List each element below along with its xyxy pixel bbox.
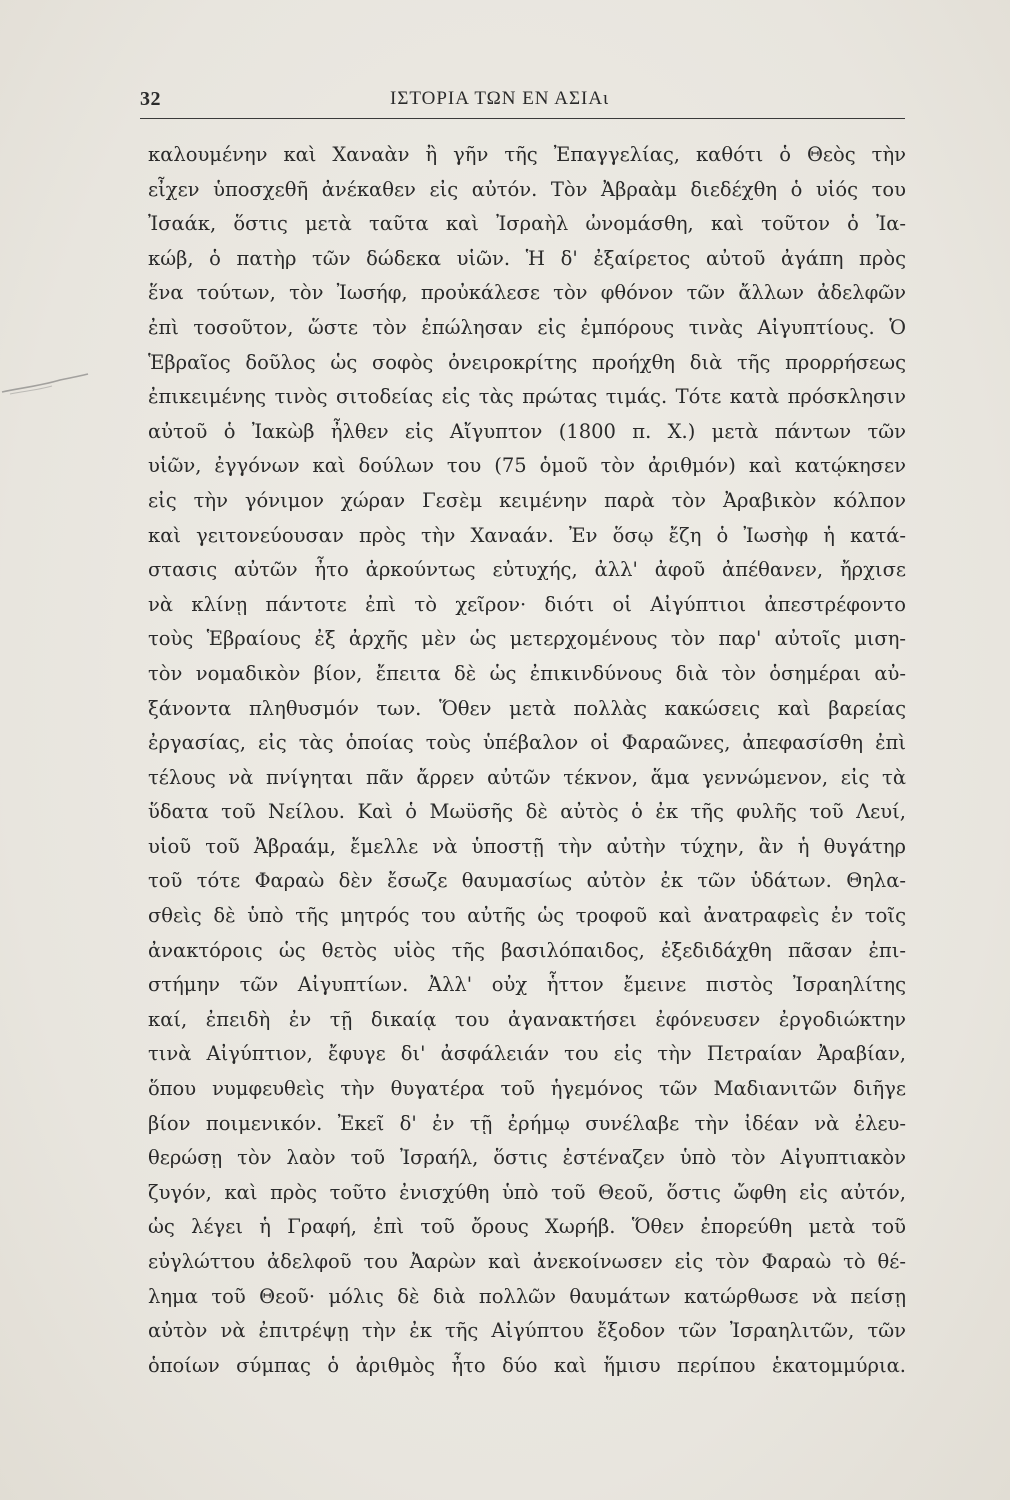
- page-number: 32: [140, 88, 161, 110]
- text-line: υἱῶν, ἐγγόνων καὶ δούλων του (75 ὁμοῦ τὸν ἀριθμόν) καὶ κατῴκησεν: [148, 454, 906, 478]
- text-line: ἕνα τούτων, τὸν Ἰωσήφ, προὐκάλεσε τὸν φθόνον τῶν ἄλλων ἀδελφῶν: [148, 281, 906, 305]
- text-line: ἐπὶ τοσοῦτον, ὥστε τὸν ἐπώλησαν εἰς ἐμπόρους τινὰς Αἰγυπτίους. Ὁ: [148, 315, 906, 339]
- text-line: Ἑβραῖος δοῦλος ὡς σοφὸς ὀνειροκρίτης προήχθη διὰ τῆς προρρήσεως: [148, 350, 906, 374]
- text-line: νὰ κλίνῃ πάντοτε ἐπὶ τὸ χεῖρον· διότι οἱ Αἰγύπτιοι ἀπεστρέφοντο: [148, 592, 906, 616]
- text-line: εὐγλώττου ἀδελφοῦ του Ἀαρὼν καὶ ἀνεκοίνωσεν εἰς τὸν Φαραὼ τὸ θέ-: [148, 1250, 906, 1273]
- text-line: ὅπου νυμφευθεὶς τὴν θυγατέρα τοῦ ἡγεμόνος τῶν Μαδιανιτῶν διῆγε: [148, 1077, 906, 1101]
- text-line: αὐτοῦ ὁ Ἰακὼβ ἦλθεν εἰς Αἴγυπτον (1800 π. Χ.) μετὰ πάντων τῶν: [148, 419, 906, 443]
- text-line: στασις αὐτῶν ἦτο ἀρκούντως εὐτυχής, ἀλλ' ἀφοῦ ἀπέθανεν, ἤρχισε: [148, 558, 906, 582]
- text-line: θερώσῃ τὸν λαὸν τοῦ Ἰσραήλ, ὅστις ἐστέναζεν ὑπὸ τὸν Αἰγυπτιακὸν: [148, 1146, 906, 1170]
- text-line: τέλους νὰ πνίγηται πᾶν ἄρρεν αὐτῶν τέκνον, ἅμα γεννώμενον, εἰς τὰ: [148, 765, 906, 789]
- text-line: λημα τοῦ Θεοῦ· μόλις δὲ διὰ πολλῶν θαυμάτων κατώρθωσε νὰ πείσῃ: [148, 1284, 906, 1308]
- text-line: υἱοῦ τοῦ Ἀβραάμ, ἔμελλε νὰ ὑποστῇ τὴν αὐτὴν τύχην, ἂν ἡ θυγάτηρ: [148, 834, 906, 858]
- text-line: τοὺς Ἑβραίους ἐξ ἀρχῆς μὲν ὡς μετερχομένους τὸν παρ' αὐτοῖς μιση-: [148, 627, 906, 651]
- text-line: ξάνοντα πληθυσμόν των. Ὅθεν μετὰ πολλὰς κακώσεις καὶ βαρείας: [148, 696, 906, 720]
- text-line: καλουμένην καὶ Χαναὰν ἢ γῆν τῆς Ἐπαγγελίας, καθότι ὁ Θεὸς τὴν: [148, 143, 906, 166]
- running-title: ΙΣΤΟΡΙΑ ΤΩΝ ΕΝ ΑΣΙΑι: [390, 88, 610, 109]
- text-line: εἰς τὴν γόνιμον χώραν Γεσὲμ κειμένην παρὰ τὸν Ἀραβικὸν κόλπον: [148, 488, 906, 512]
- text-line: ὁποίων σύμπας ὁ ἀριθμὸς ἦτο δύο καὶ ἥμισυ περίπου ἑκατομμύρια.: [148, 1353, 906, 1377]
- text-line: σθεὶς δὲ ὑπὸ τῆς μητρός του αὐτῆς ὡς τροφοῦ καὶ ἀνατραφεὶς ἐν τοῖς: [148, 904, 906, 928]
- text-line: κώβ, ὁ πατὴρ τῶν δώδεκα υἱῶν. Ἡ δ' ἐξαίρετος αὐτοῦ ἀγάπη πρὸς: [148, 246, 906, 270]
- text-line: βίον ποιμενικόν. Ἐκεῖ δ' ἐν τῇ ἐρήμῳ συνέλαβε τὴν ἰδέαν νὰ ἐλευ-: [148, 1111, 906, 1135]
- text-line: ὡς λέγει ἡ Γραφή, ἐπὶ τοῦ ὄρους Χωρήβ. Ὅθεν ἐπορεύθη μετὰ τοῦ: [148, 1215, 906, 1239]
- ink-smudge: [0, 370, 90, 400]
- text-line: ζυγόν, καὶ πρὸς τοῦτο ἐνισχύθη ὑπὸ τοῦ Θεοῦ, ὅστις ὤφθη εἰς αὐτόν,: [148, 1180, 906, 1204]
- text-line: στήμην τῶν Αἰγυπτίων. Ἀλλ' οὐχ ἧττον ἔμεινε πιστὸς Ἰσραηλίτης: [148, 973, 906, 997]
- text-line: ἐργασίας, εἰς τὰς ὁποίας τοὺς ὑπέβαλον οἱ Φαραῶνες, ἀπεφασίσθη ἐπὶ: [148, 731, 906, 755]
- text-line: καί, ἐπειδὴ ἐν τῇ δικαίᾳ του ἀγανακτήσει ἐφόνευσεν ἐργοδιώκτην: [148, 1007, 906, 1031]
- text-line: τὸν νομαδικὸν βίον, ἔπειτα δὲ ὡς ἐπικινδύνους διὰ τὸν ὁσημέραι αὐ-: [148, 661, 906, 685]
- text-line: ἀνακτόροις ὡς θετὸς υἱὸς τῆς βασιλόπαιδος, ἐξεδιδάχθη πᾶσαν ἐπι-: [148, 938, 906, 962]
- text-line: Ἰσαάκ, ὅστις μετὰ ταῦτα καὶ Ἰσραὴλ ὠνομάσθη, καὶ τοῦτον ὁ Ἰα-: [148, 212, 906, 236]
- text-line: καὶ γειτονεύουσαν πρὸς τὴν Χαναάν. Ἐν ὅσῳ ἔζη ὁ Ἰωσὴφ ἡ κατά-: [148, 523, 906, 547]
- text-line: ἐπικειμένης τινὸς σιτοδείας εἰς τὰς πρώτας τιμάς. Τότε κατὰ πρόσκλησιν: [148, 385, 906, 409]
- body-text: [148, 138, 906, 1383]
- page-header: [140, 88, 905, 119]
- text-line: τοῦ τότε Φαραὼ δὲν ἔσωζε θαυμασίως αὐτὸν ἐκ τῶν ὑδάτων. Θηλα-: [148, 869, 906, 893]
- text-line: τινὰ Αἰγύπτιον, ἔφυγε δι' ἀσφάλειάν του εἰς τὴν Πετραίαν Ἀραβίαν,: [148, 1042, 906, 1066]
- text-line: εἶχεν ὑποσχεθῆ ἀνέκαθεν εἰς αὐτόν. Τὸν Ἀβραὰμ διεδέχθη ὁ υἱός του: [148, 177, 906, 201]
- text-line: ὕδατα τοῦ Νείλου. Καὶ ὁ Μωϋσῆς δὲ αὐτὸς ὁ ἐκ τῆς φυλῆς τοῦ Λευί,: [148, 800, 906, 824]
- text-line: αὐτὸν νὰ ἐπιτρέψῃ τὴν ἐκ τῆς Αἰγύπτου ἔξοδον τῶν Ἰσραηλιτῶν, τῶν: [148, 1319, 906, 1343]
